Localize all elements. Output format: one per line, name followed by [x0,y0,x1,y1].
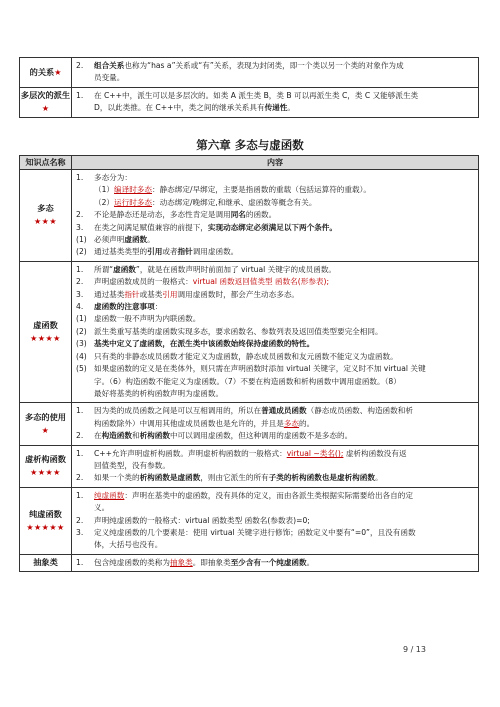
text-run: 包含纯虚函数的类称为 [94,557,170,567]
text-run: 同名 [230,210,246,220]
table-row [20,487,479,554]
content-line [76,338,475,350]
item-number [76,539,94,551]
item-text [94,289,475,301]
text-run: 回值类型，没有参数。 [94,460,170,470]
text-run: 因为类的成员函数之间是可以互相调用的，所以在 [94,406,262,416]
text-run: 也称为“has a”关系或“有”关系，表现为封闭类，即一个类以另一个类的对象作为成 [124,61,404,70]
text-run: 构函数除外）中调用其他虚成员函数也是允许的，并且是 [94,418,284,428]
knowledge-point-content [72,487,479,554]
text-run: 体，大括号也没有。 [94,540,163,550]
table-row [20,554,479,571]
knowledge-point-name [20,261,72,402]
content-line [76,490,475,502]
item-text [94,363,475,375]
importance-stars: ★★★★★ [26,522,65,532]
knowledge-point-content [72,170,479,262]
item-text [94,405,475,417]
item-text [94,338,475,350]
content-line [76,246,475,258]
item-text [94,502,475,514]
table-row [20,445,479,487]
text-run: ，则由它派生的所有 [200,473,269,483]
knowledge-point-label: 的关系 [29,66,55,77]
item-text [94,515,475,527]
item-number [76,376,94,388]
item-text [94,376,475,388]
item-number [76,102,94,114]
text-run: 声明纯虚函数的一般格式：virtual 函数类型 函数名(参数表)=0; [94,515,310,525]
text-run: 声明虚函数成员的一般格式： [94,277,193,287]
text-run: 或者 [162,247,178,257]
text-run: 不论是静态还是动态，多态性肯定是调用 [94,210,231,220]
chapter-title: 第六章 多态与虚函数 [196,138,304,152]
knowledge-point-label: 虚析构函数 [25,454,66,465]
item-text [94,326,475,338]
knowledge-table [19,155,479,572]
content-line [76,388,475,400]
content-line [76,418,475,430]
content-line [76,276,475,288]
content-line [76,527,475,539]
item-text [94,209,475,221]
text-run: 组合关系 [94,61,125,70]
item-number: 1. [76,406,84,416]
text-run: 必须声明 [94,235,125,245]
content-line [76,363,475,375]
text-run: ：静态绑定/早绑定，主要是指函数的重载（包括运算符的重载）。 [152,185,371,195]
text-run: 指针 [177,247,193,257]
item-number [76,418,94,430]
content-line [76,557,475,569]
item-text [94,197,475,209]
text-run: 虚函数一般不声明为内联函数。 [94,314,201,324]
knowledge-point-label: 多态 [37,203,54,214]
text-run: 最好将基类的析构函数声明为虚函数。 [94,388,224,398]
header-content: 内容 [72,156,479,170]
item-text [94,527,475,539]
text-run: 。 [306,557,315,567]
content-line [76,172,475,184]
importance-stars: ★★★★ [30,468,61,478]
item-number [76,502,94,514]
knowledge-point-content [72,87,479,117]
content-line [76,289,475,301]
text-run: 中可以调用虚函数，但这种调用的虚函数不是多态的。 [169,431,353,441]
item-text [94,460,475,472]
item-text [94,539,475,551]
text-run: 通过基类 [94,289,125,299]
knowledge-point-content [72,554,479,571]
knowledge-point-content [72,403,479,445]
content-line [76,301,475,313]
text-run: 字。（6）构造函数不能定义为虚函数。（7）不要在构造函数和析构函数中调用虚函数。（8） [94,376,401,386]
item-number: 1. [76,557,84,567]
page-number: 9 / 13 [402,645,426,654]
content-line [76,184,475,196]
text-run: 。 [287,103,295,113]
item-text [94,313,475,325]
item-number: (3) [76,339,87,349]
item-text [94,72,475,84]
table-row [20,58,479,88]
text-run: 调用虚函数。 [192,247,239,257]
content-line [76,515,475,527]
knowledge-point-label: 纯虚函数 [29,508,62,519]
knowledge-point-label: 抽象类 [33,557,58,568]
text-run: 在 C++中，派生可以是多层次的。如类 A 派生类 B，类 B 可以再派生类 C，类 C 又能够派生类 [94,90,419,100]
text-run: 派生类重写基类的虚函数实现多态，要求函数名、参数列表及返回值类型要完全相同。 [94,326,383,336]
text-run: 所谓“ [94,264,114,274]
knowledge-point-name [20,554,72,571]
item-text [94,172,475,184]
knowledge-point-name [20,445,72,487]
text-run: 虚函数 [124,235,148,245]
text-run: C++允许声明虚析构函数。声明虚析构函数的一般格式： [94,448,287,458]
text-run: 在类之间满足赋值兼容的前提下， [94,222,208,232]
text-run: 至少含有一个纯虚函数 [230,557,307,567]
knowledge-point-name [20,170,72,262]
item-text [94,430,475,442]
content-line [76,326,475,338]
item-number: 2. [76,431,84,441]
item-number: 3. [76,222,84,232]
content-line [76,430,475,442]
text-run: 子类的析构函数也是虚析构函数 [268,473,375,483]
text-run: 虚函数 [113,264,136,274]
text-run: 普通成员函数 [261,406,307,416]
text-run: ：声明在基类中的虚函数，没有具体的定义，而由各派生类根据实际需要给出各自的定 [124,490,413,500]
content-line [76,222,475,234]
table-row [20,403,479,445]
text-run: （1） [94,185,115,195]
table-row [20,87,479,117]
item-number: 1. [76,264,84,274]
knowledge-point-name [20,487,72,554]
text-run: 多态分为： [94,173,132,182]
text-run: 。 [374,473,383,483]
text-run: 和 [131,431,140,441]
item-text [94,301,475,313]
item-number: (2) [76,247,87,257]
continued-table [19,57,479,118]
text-run: 传递性 [264,103,288,113]
text-run: ”，就是在函数声明时前面加了 virtual 关键字的成员函数。 [135,264,337,274]
item-number: 2. [76,61,84,70]
text-run: 如果一个类的 [94,473,140,483]
content-line [76,351,475,363]
text-run: 引用 [147,247,163,257]
item-text [94,246,475,258]
content-line [76,60,475,72]
knowledge-point-content [72,58,479,88]
text-run: ：动态绑定/晚绑定,和继承、虚函数等概念有关。 [152,197,317,207]
content-line [76,460,475,472]
item-text [94,472,475,484]
knowledge-point-name [20,58,72,88]
item-text [94,388,475,400]
text-run: 。即抽象类 [192,557,231,567]
item-number: (2) [76,326,87,336]
importance-stars: ★ [54,67,62,77]
item-number: 4. [76,302,84,312]
item-number [76,184,94,196]
text-run: 员变量。 [94,73,125,83]
importance-stars: ★ [41,104,50,114]
item-number [76,72,94,84]
text-run: 抽象类 [169,557,193,567]
text-run: 编译时多态 [114,185,152,195]
table-header-row [20,156,479,170]
text-run: 或基类 [139,289,163,299]
importance-stars: ★ [41,425,50,435]
table-row [20,261,479,402]
header-knowledge-name: 知识点名称 [20,156,72,170]
text-run: 如果虚函数的定义是在类体外，则只需在声明函数时添加 virtual 关键字，定义时不加 virtual 关键 [94,364,426,374]
item-number: 1. [76,448,84,458]
text-run: 在 [94,431,102,441]
item-text [94,60,475,72]
item-text [94,490,475,502]
text-run: virtual ~类名(); [286,448,344,458]
item-text [94,264,475,276]
content-line [76,234,475,246]
content-line [76,313,475,325]
knowledge-point-name [20,87,72,117]
text-run: 实现动态绑定必须满足以下两个条件。 [207,222,337,232]
item-text [94,276,475,288]
content-line [76,472,475,484]
text-run: 指针 [124,289,140,299]
text-run: 构造函数 [101,431,132,441]
text-run: 的函数。 [245,210,277,220]
item-text [94,418,475,430]
item-number: 3. [76,527,84,537]
text-run: 基类中定义了虚函数，在派生类中该函数始终保持虚函数的特性。 [94,339,315,349]
text-run: virtual 函数返回值类型 函数名(形参表); [192,277,330,287]
item-number: 2. [76,277,84,287]
content-line [76,502,475,514]
knowledge-point-content [72,445,479,487]
text-run: 运行时多态 [114,197,152,207]
text-run: 纯虚函数 [94,490,125,500]
knowledge-point-content [72,261,479,402]
text-run: 虚析构函数没有返 [343,448,407,458]
knowledge-point-label: 多态的使用 [25,411,66,422]
content-line [76,72,475,84]
item-number: (1) [76,314,87,324]
item-number: (4) [76,351,87,361]
table-row [20,170,479,262]
item-text [94,557,475,569]
content-line [76,264,475,276]
content-line [76,90,475,102]
item-number: 1. [76,90,84,100]
importance-stars: ★★★ [33,217,57,227]
content-line [76,448,475,460]
item-number: (1) [76,235,87,245]
text-run: （静态成员函数、构造函数和析 [306,406,413,416]
text-run: 虚函数的注意事项 [94,302,155,312]
content-line [76,197,475,209]
item-number: 2. [76,210,84,220]
text-run: 调用虚函数时，都会产生动态多态。 [177,289,300,299]
text-run: 引用 [162,289,178,299]
text-run: 通过基类类型的 [94,247,148,257]
text-run: 多态 [283,418,300,428]
text-run: 定义纯虚函数的几个要素是：使用 virtual 关键字进行修饰；函数定义中要有“=0”，且没有函数 [94,527,416,537]
content-line [76,539,475,551]
knowledge-point-name [20,403,72,445]
item-text [94,351,475,363]
item-number: 2. [76,515,84,525]
text-run: （2） [94,197,115,207]
text-run: 只有类的非静态成员函数才能定义为虚函数，静态成员函数和友元函数不能定义为虚函数。 [94,351,398,361]
item-text [94,448,475,460]
text-run: 析构函数是虚函数 [139,473,201,483]
importance-stars: ★★★★ [30,334,61,344]
knowledge-point-label: 多层次的派生 [20,90,71,101]
text-run: 析构函数 [139,431,170,441]
item-number: 1. [76,490,84,500]
text-run: 。 [147,235,155,245]
text-run: ： [154,302,163,312]
text-run: 义。 [94,503,110,513]
item-text [94,90,475,102]
content-line [76,405,475,417]
item-number [76,197,94,209]
item-number: 3. [76,289,84,299]
item-text [94,184,475,196]
item-text [94,102,475,114]
content-line [76,209,475,221]
item-number: 1. [76,173,84,182]
item-text [94,222,475,234]
item-number [76,388,94,400]
text-run: D，以此类推。在 C++中，类之间的继承关系具有 [94,103,265,113]
item-number: 2. [76,473,84,483]
knowledge-point-label: 虚函数 [33,320,58,331]
content-line [76,376,475,388]
content-line [76,102,475,114]
text-run: 的。 [299,418,315,428]
item-number [76,460,94,472]
item-text [94,234,475,246]
item-number: (5) [76,364,87,374]
